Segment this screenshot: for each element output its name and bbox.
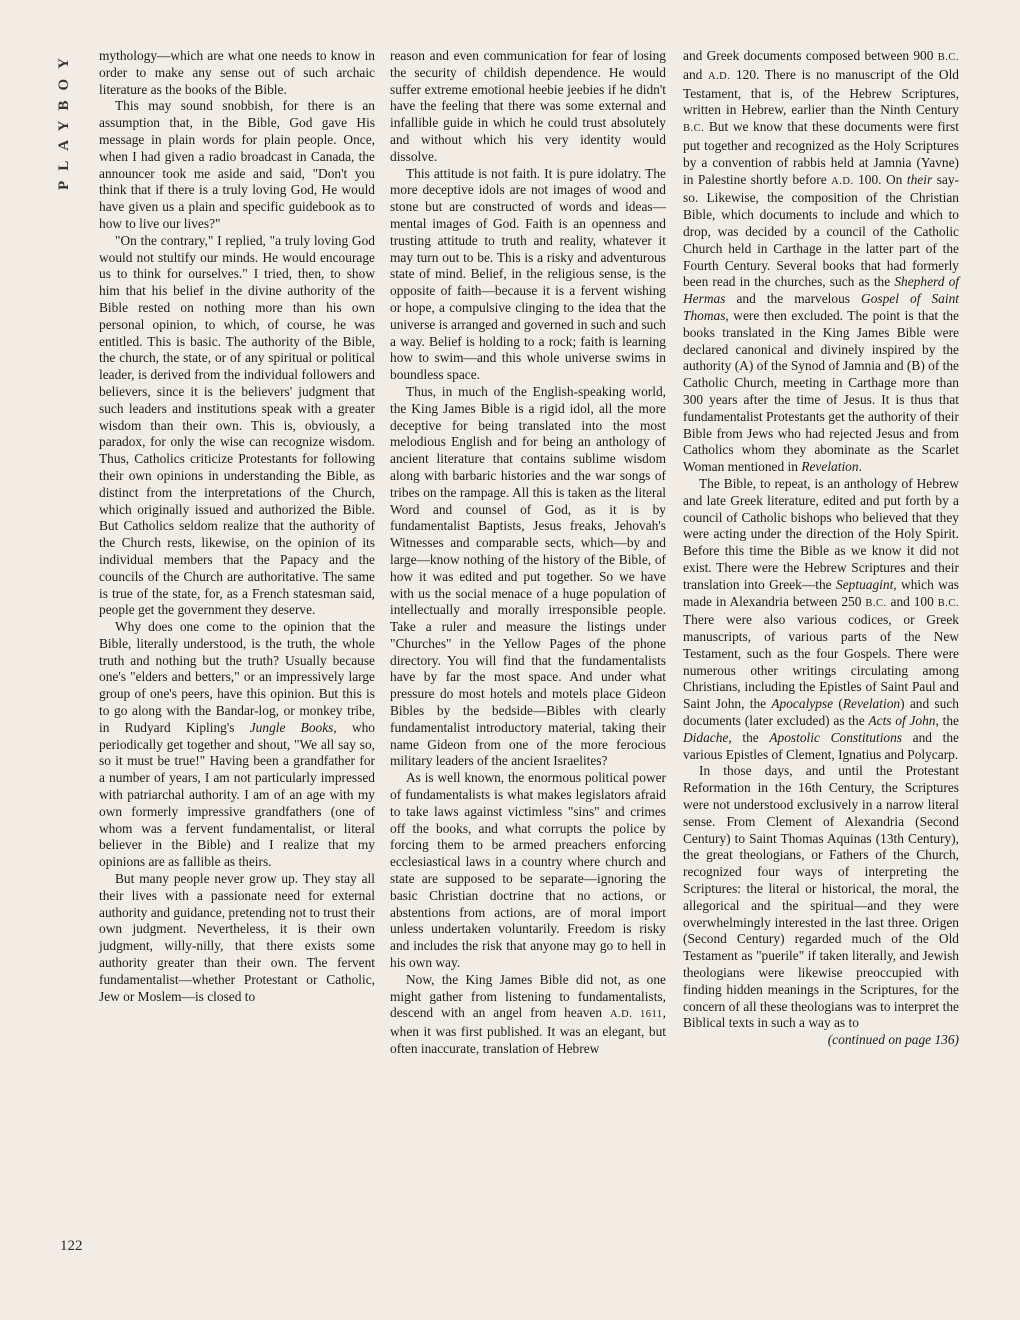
article-paragraph (99, 48, 375, 98)
article-paragraph (683, 763, 959, 1032)
text-run: ( (833, 696, 843, 712)
text-run: reason and even communication for fear of losing the security of childish dependence. He would suffer extreme emotional heebie jeebies if he didn't have the feeling that there was some external and infallible guide in which he could trust absolutely and without which his very identity would dissolve. (390, 48, 666, 164)
italic-phrase: their (906, 171, 933, 187)
small-caps-phrase: B.C. (865, 597, 887, 609)
italic-phrase: Revelation (842, 696, 901, 712)
text-run: ) and such documents (later excluded) as the (683, 696, 959, 729)
text-run: and (683, 66, 708, 82)
text-run: But we know that these documents were first put together and recognized as the Holy Scriptures by a convention of rabbis held at Jamnia (Yavne) in Palestine shortly before (683, 119, 959, 187)
text-run: and the various Epistles of Clement, Ignatius and Polycarp. (683, 729, 959, 762)
text-run: , which was made in Alexandria between 250 (683, 576, 959, 609)
page-number: 122 (60, 1238, 83, 1254)
article-column-3 (683, 48, 959, 1049)
text-run: and the marvelous (725, 291, 862, 307)
text-run: The Bible, to repeat, is an anthology of Hebrew and late Greek literature, edited and put forth by a council of Catholic bishops who believed that they were acting under the direction of the Holy Spirit. Before this time the Bible as we know it did not exist. There were the Hebrew Scriptures and their translation into Greek—the (683, 475, 959, 592)
small-caps-phrase: B.C. (937, 597, 959, 609)
article-paragraph (99, 233, 375, 619)
italic-phrase: Didache (683, 729, 729, 745)
article-paragraph (683, 476, 959, 764)
continued-note: (continued on page 136) (827, 1032, 959, 1048)
text-run: Now, the King James Bible did not, as one might gather from listening to fundamentalists, descend with an angel from heaven (390, 971, 666, 1021)
text-run: Thus, in much of the English-speaking world, the King James Bible is a rigid idol, all the more deceptive for being translated into the most melodious English and for being an anthology of ancient literature that contains sublime wisdom along with barbaric histories and the war songs of tribes on the rampage. All this is taken as the literal Word and counsel of God, as it is by fundamentalist Baptists, Jesus freaks, Jehovah's Witnesses and comparable sects, which—by and large—know nothing of the history of the Bible, of how it was edited and put together. So we have with us the social menace of a huge population of intellectually and morally irresponsible people. Take a ruler and measure the listings under "Churches" in the Yellow Pages of the phone directory. You will find that the fundamentalists have by far the most space. And under what pressure do most hotels and motels place Gideon Bibles by the bedside—Bibles with clearly fundamentalist introductory material, taking their name Gideon from one of the more ferocious military leaders of the ancient Israelites? (390, 383, 666, 769)
italic-phrase: Apostolic Constitutions (769, 729, 903, 745)
text-run: . (858, 459, 862, 475)
article-paragraph (99, 98, 375, 232)
text-run: , when it was first published. It was an elegant, but often inaccurate, translation of Hebrew (390, 1005, 667, 1057)
text-run: Why does one come to the opinion that the Bible, literally understood, is the truth, the whole truth and nothing but the truth? Usually because one's "elders and betters," or an impressively large group of one's peers, have this opinion. But this is to go along with the Bandar-log, or monkey tribe, in Rudyard Kipling's (99, 619, 375, 735)
italic-phrase: Gospel of Saint Thomas (683, 291, 959, 323)
text-run: , who periodically get together and shout, "We all say so, so it must be true!" Having been a grandfather for a number of years, I am not particularly impressed with patriarchal authority. I am of an age with my own formerly impressive grandfathers (one of whom was a fervent fundamentalist, or literal believer in the Bible) and I realize that my opinions are as fallible as theirs. (99, 719, 375, 870)
article-column-1 (99, 48, 375, 1005)
article-paragraph (390, 972, 666, 1058)
text-run: , the (935, 713, 959, 729)
italic-phrase: Acts of John (868, 713, 936, 729)
text-run: and Greek documents composed between 900 (683, 48, 938, 63)
small-caps-phrase: A.D. (831, 175, 854, 187)
small-caps-phrase: A.D. 1611 (609, 1009, 663, 1021)
article-paragraph (99, 871, 375, 1005)
italic-phrase: Revelation (801, 459, 859, 475)
text-run: As is well known, the enormous political power of fundamentalists is what makes legislators afraid to take laws against victimless "sins" and crimes off the books, and what corrupts the police by forcing them to be armed preachers enforcing ecclesiastical laws in a country where church and state are supposed to be separate—ignoring the basic Christian doctrine that no actions, or abstentions from actions, are of moral import unless undertaken voluntarily. Freedom is risky and includes the risk that anyone may go to hell in his own way. (390, 770, 666, 971)
article-paragraph (683, 48, 959, 476)
text-run: say-so. Likewise, the composition of the Christian Bible, which documents to include and which to drop, was decided by a council of the Catholic Church held in Carthage in the latter part of the Fourth Century. Several books that had formerly been read in the churches, such as the (683, 171, 959, 290)
small-caps-phrase: B.C. (683, 123, 705, 135)
text-run: , the (728, 729, 770, 745)
italic-phrase: Shepherd of Hermas (683, 274, 959, 307)
article-paragraph (390, 166, 666, 384)
article-paragraph (390, 48, 666, 166)
italic-phrase: Septuagint (836, 576, 894, 592)
text-run: There were also various codices, or Greek manuscripts, of various parts of the New Testament, such as the four Gospels. There were numerous other writings circulating among Christians, including the Epistles of Saint Paul and Saint John, the (683, 612, 959, 712)
text-run: , were then excluded. The point is that the books translated in the King James Bible were declared canonical and divinely inspired by the authority (A) of the Synod of Jamnia and (B) of the Catholic Church, meeting in Carthage more than 300 years after the time of Jesus. It is thus that fundamentalist Protestants get the authority of their Bible from Jews who had rejected Jesus and from Catholics whom they abominate as the Scarlet Woman mentioned in (683, 307, 959, 475)
text-run: But many people never grow up. They stay all their lives with a passionate need for external authority and guidance, pretending not to trust their own judgment. Nevertheless, it is their own judgment, willy-nilly, that there exists some authority greater than their own. The fervent fundamentalist—whether Protestant or Catholic, Jew or Moslem—is closed to (99, 871, 375, 1004)
text-run: In those days, and until the Protestant Reformation in the 16th Century, the Scriptures were not understood exclusively in a narrow literal sense. From Clement of Alexandria (Second Century) to Saint Thomas Aquinas (13th Century), the great theologians, or Fathers of the Church, recognized four ways of interpreting the Scriptures: the literal or historical, the moral, the allegorical and the spiritual—and they were overwhelmingly interested in the last three. Origen (Second Century) regarded much of the Old Testament as "puerile" if taken literally, and Jewish theologians were likewise preoccupied with finding hidden meanings in the Scriptures, for the concern of all these theologians was to interpret the Biblical texts in such a way as to (683, 763, 959, 1031)
text-run: mythology—which are what one needs to know in order to make any sense out of such archaic literature as the books of the Bible. (99, 48, 375, 97)
masthead-logo: PLAYBOY (55, 48, 72, 190)
article-paragraph (390, 770, 666, 972)
article-paragraph (99, 619, 375, 871)
masthead-gutter (52, 48, 76, 190)
text-run: and 100 (886, 593, 938, 609)
text-run: "On the contrary," I replied, "a truly loving God would not stultify our minds. He would encourage us to think for ourselves." I tried, then, to show him that his belief in the divine authority of the Bible rested on nothing more than his own personal opinion, to which, of course, he was entitled. This is basic. The authority of the Bible, the church, the state, or of any spiritual or political leader, is derived from the individual followers and believers, since it is the believers' judgment that such leaders and institutions speak with a greater wisdom than their own. This is, obviously, a paradox, for only the wise can recognize wisdom. Thus, Catholics criticize Protestants for following their own opinions in understanding the Bible, as distinct from the interpretations of the Church, which originally issued and authorized the Bible. But Catholics seldom realize that the authority of the Church rests, likewise, on the opinion of its individual members that the Papacy and the councils of the Church are authoritative. The same is true of the state, for, as a French statesman said, people get the government they deserve. (99, 232, 375, 618)
small-caps-phrase: B.C. (937, 52, 959, 63)
article-paragraph (390, 384, 666, 770)
text-run: This attitude is not faith. It is pure idolatry. The more deceptive idols are not images of wood and stone but are constructed of words and ideas—mental images of God. Faith is an openness and trusting attitude to truth and reality, whatever it may turn out to be. This is a risky and adventurous state of mind. Belief, in the religious sense, is the opposite of faith—because it is a fervent wishing or hope, a compulsive clinging to the idea that the universe is arranged and governed in such and such a way. Belief is holding to a rock; faith is learning how to swim—and this whole universe swims in boundless space. (390, 165, 666, 383)
text-run: 120. There is no manuscript of the Old Testament, that is, of the Hebrew Scriptures, written in Hebrew, earlier than the Ninth Century (683, 66, 959, 118)
italic-phrase: Apocalypse (771, 696, 834, 712)
text-run: This may sound snobbish, for there is an assumption that, in the Bible, God gave His message in plain words for plain people. Once, when I had given a radio broadcast in Canada, the announcer took me aside and said, "Don't you think that if there is a truly loving God, He would have given us a plain and specific guidebook as to how to live our lives?" (99, 98, 375, 231)
article-column-2 (390, 48, 666, 1058)
text-run: 100. On (853, 171, 907, 187)
small-caps-phrase: A.D. (707, 70, 731, 82)
italic-phrase: Jungle Books (249, 719, 334, 735)
